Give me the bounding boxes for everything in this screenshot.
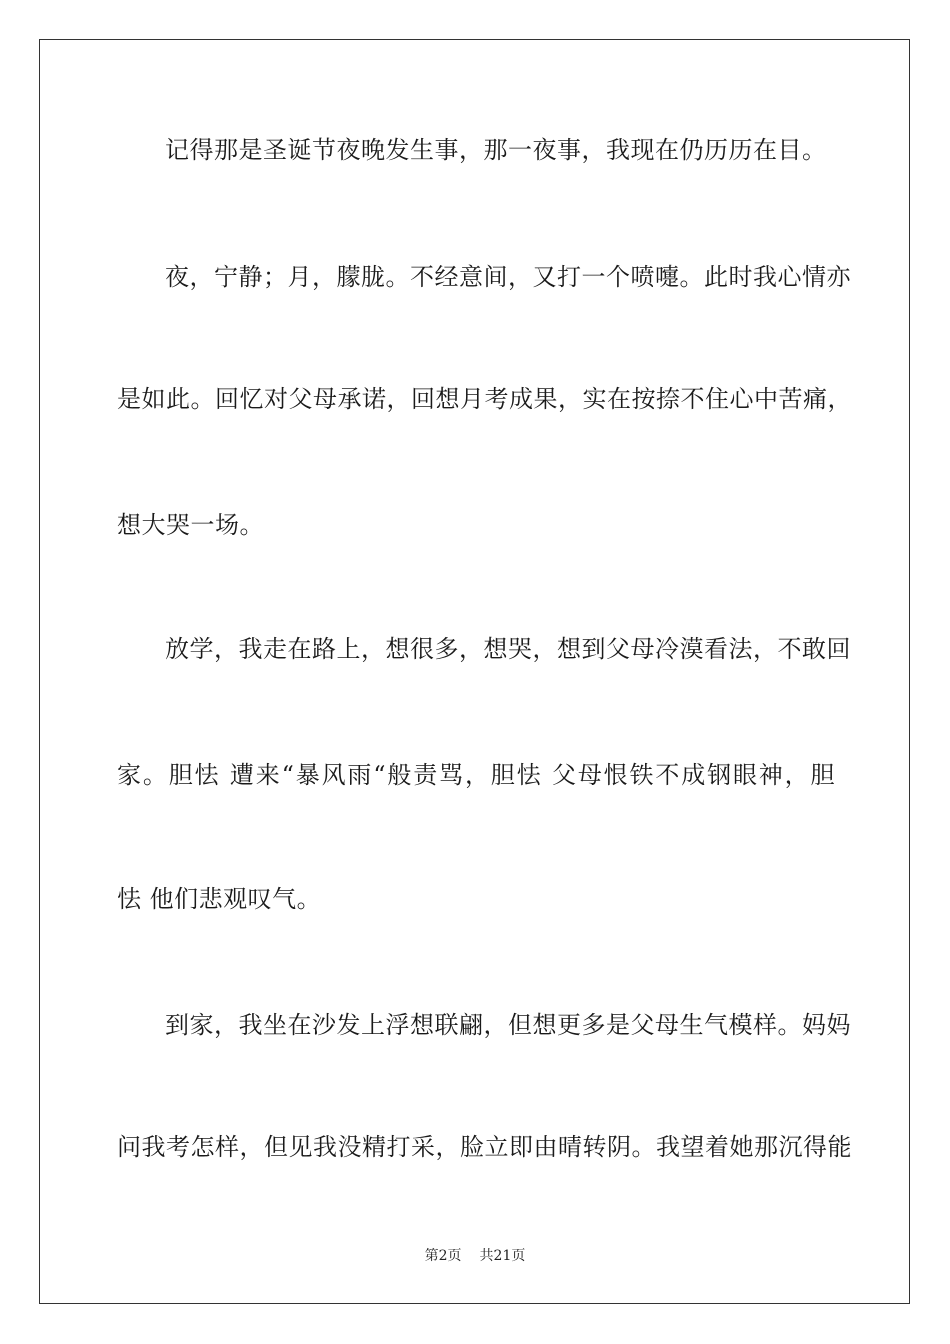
page-footer (0, 1247, 950, 1265)
page-total: 共21页 (479, 1248, 526, 1264)
paragraph-line-3: 是如此。回忆对父母承诺，回想月考成果，实在按捺不住心中苦痛， (117, 385, 852, 413)
page-border (39, 39, 910, 1304)
paragraph-line-7: 怯 他们悲观叹气。 (117, 885, 322, 913)
page-number: 第2页 (424, 1248, 462, 1264)
paragraph-line-5: 放学，我走在路上，想很多，想哭，想到父母冷漠看法，不敢回 (165, 635, 851, 663)
paragraph-line-2: 夜，宁静；月，朦胧。不经意间，又打一个喷嚏。此时我心情亦 (165, 263, 851, 291)
paragraph-line-4: 想大哭一场。 (117, 511, 264, 539)
paragraph-line-9: 问我考怎样，但见我没精打采，脸立即由晴转阴。我望着她那沉得能 (117, 1133, 852, 1161)
paragraph-line-8: 到家，我坐在沙发上浮想联翩，但想更多是父母生气模样。妈妈 (165, 1011, 851, 1039)
paragraph-line-6: 家。胆怯 遭来“暴风雨“般责骂，胆怯 父母恨铁不成钢眼神，胆 (117, 761, 835, 789)
paragraph-line-1: 记得那是圣诞节夜晚发生事，那一夜事，我现在仍历历在目。 (165, 136, 827, 164)
